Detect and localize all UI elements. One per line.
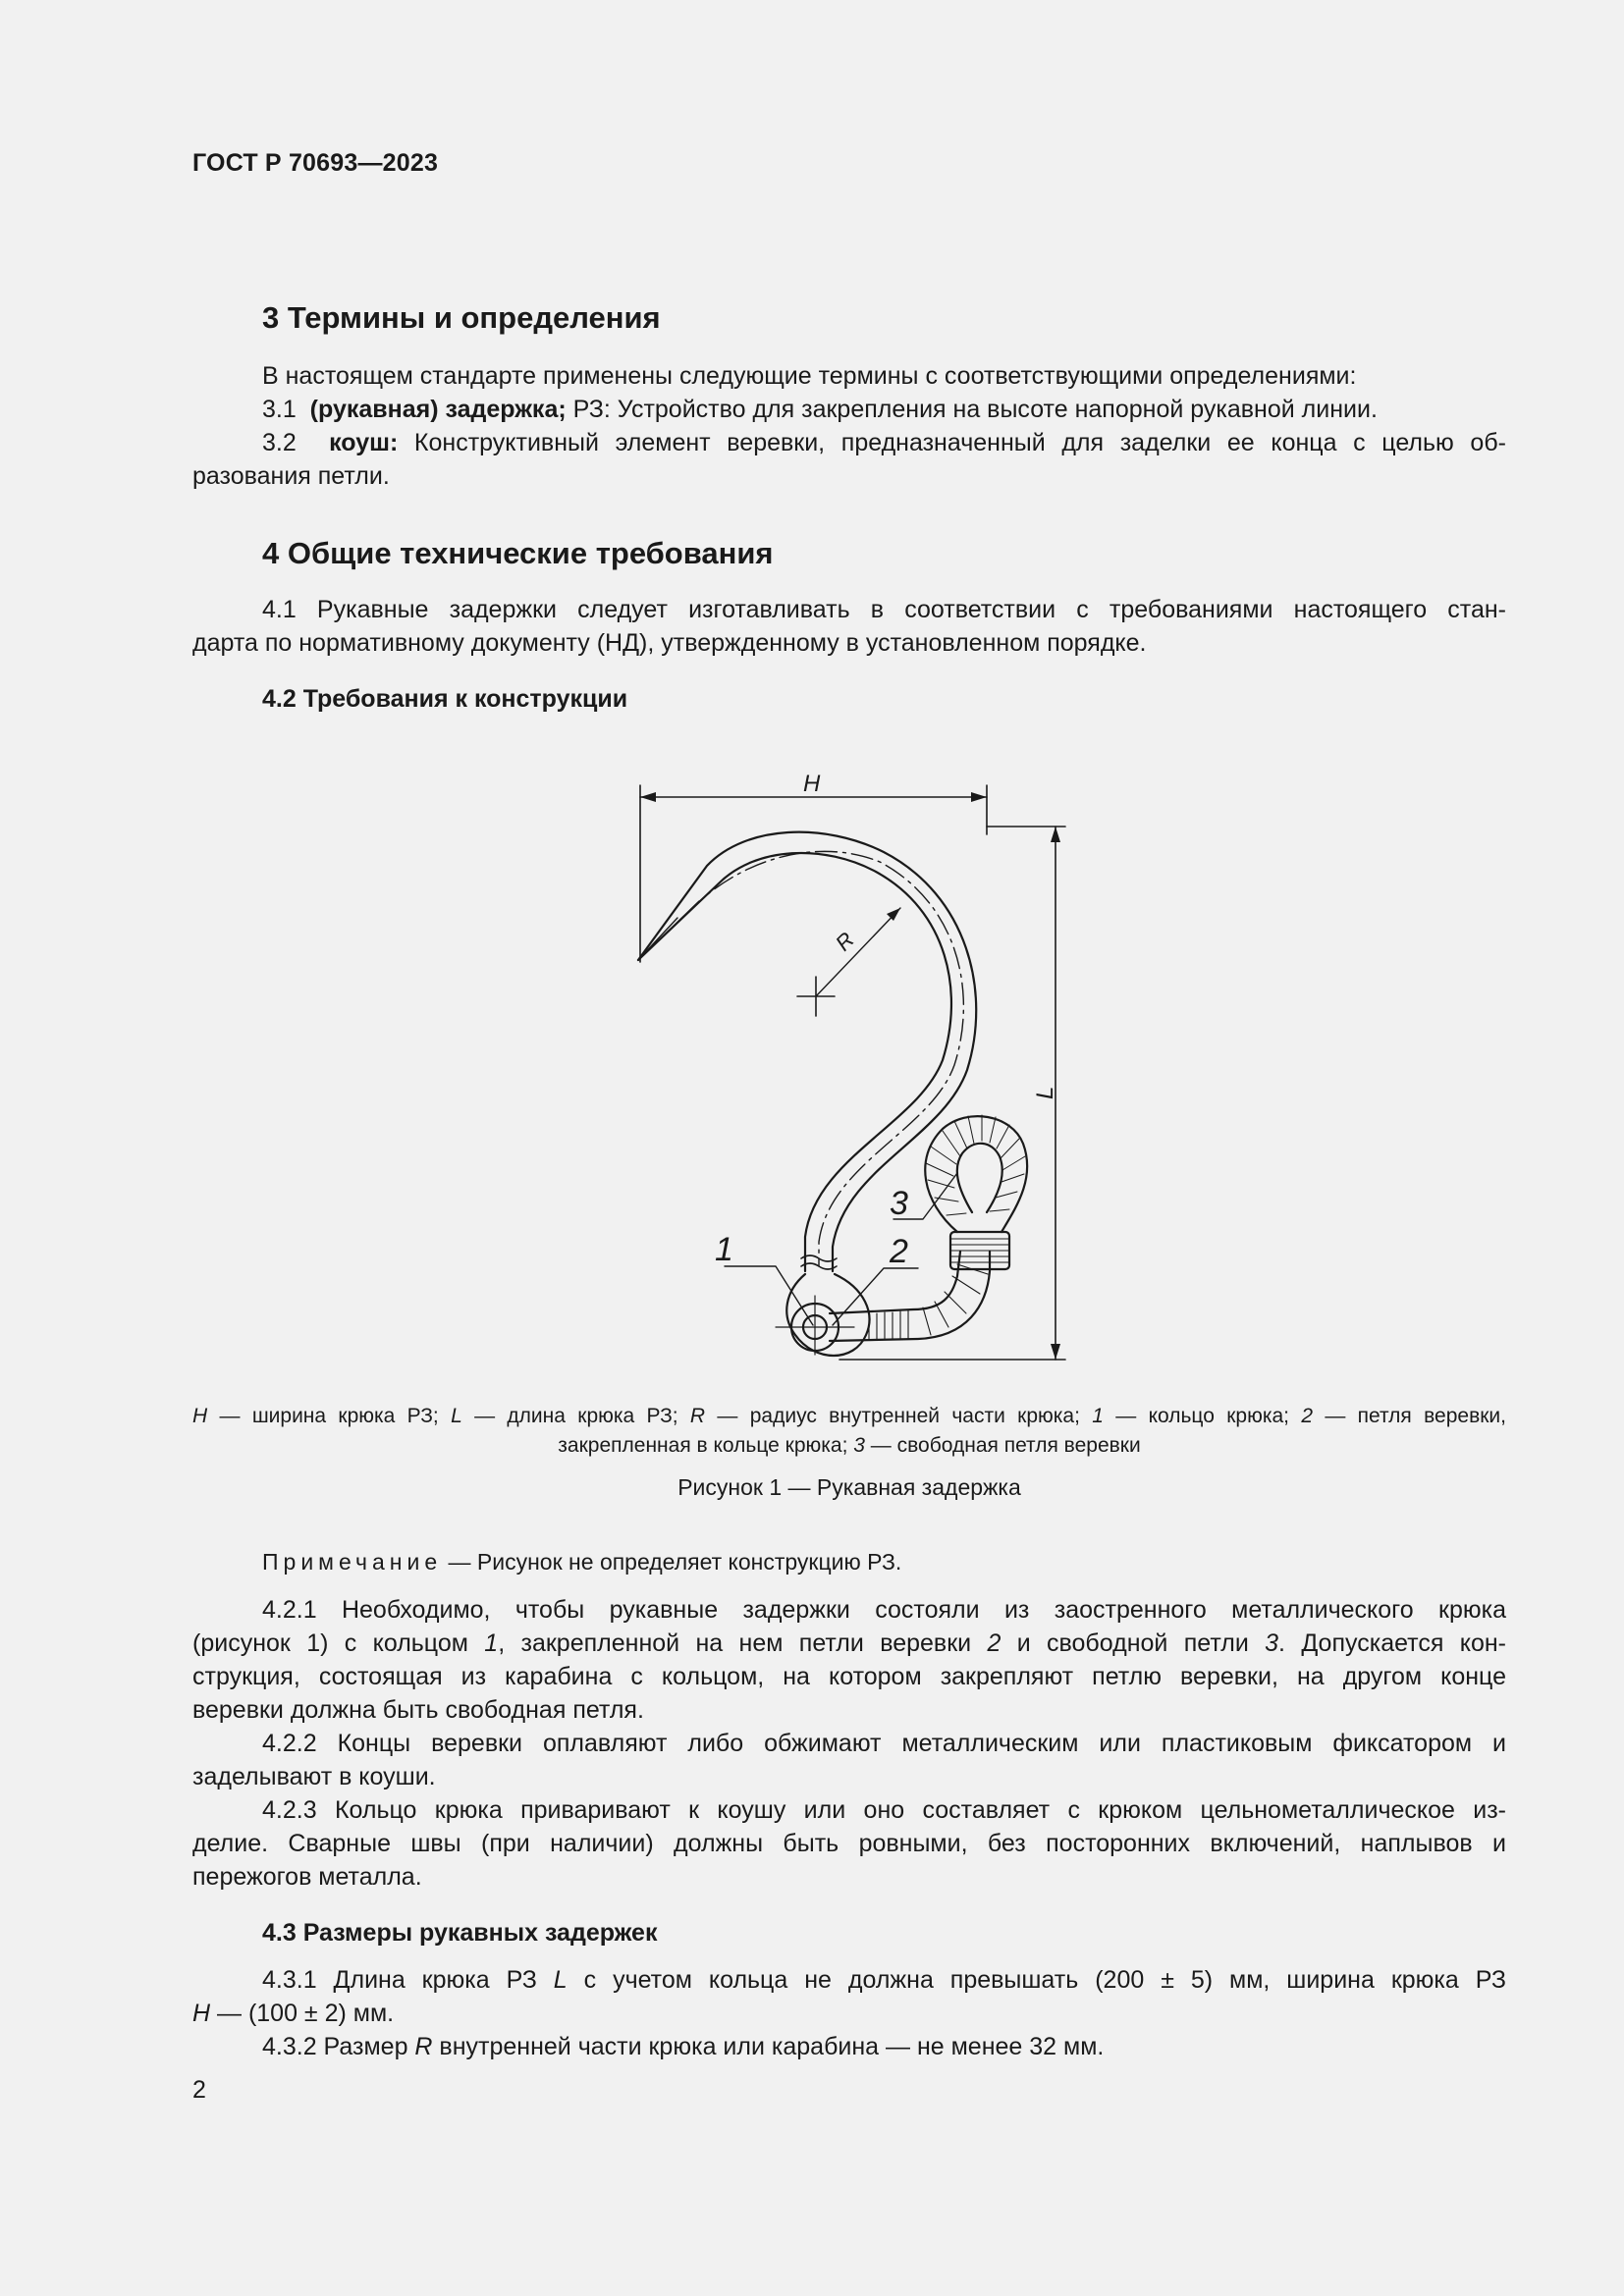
figure-legend-line2: [192, 1431, 1506, 1461]
p421-line3: струкция, состоящая из карабина с кольцом, на котором закрепляют петлю веревки, на другом конце: [192, 1663, 1506, 1690]
p431-l2a: H: [192, 2000, 211, 2027]
legend-3-symbol: 3: [853, 1434, 865, 1457]
legend-1-symbol: 1: [1092, 1405, 1104, 1427]
term-3-1-term: (рукавная) задержка;: [309, 396, 567, 423]
p432-a: 4.3.2 Размер: [262, 2033, 415, 2060]
subsection-4-2-heading: 4.2 Требования к конструкции: [262, 685, 628, 713]
callout-label-1: 1: [715, 1231, 733, 1268]
term-3-2: [192, 426, 1506, 459]
p431-l1b: L: [553, 1966, 568, 1994]
p422-line1: 4.2.2 Концы веревки оплавляют либо обжимают металлическим или пластиковым фиксатором и: [262, 1730, 1506, 1757]
section-3-heading: 3 Термины и определения: [262, 300, 661, 335]
p423-line2: делие. Сварные швы (при наличии) должны быть ровными, без посторонних включений, наплывов и: [192, 1830, 1506, 1857]
p421-l2a: (рисунок 1) с кольцом: [192, 1629, 485, 1657]
note-text: — Рисунок не определяет конструкцию РЗ.: [442, 1549, 902, 1575]
p421-l2d: 2: [987, 1629, 1001, 1657]
term-3-1-number: 3.1: [262, 396, 297, 423]
hook-tip-lines: [638, 901, 699, 960]
leader-line-2: [833, 1268, 918, 1325]
callout-label-2: 2: [890, 1233, 908, 1270]
legend-r-text: — радиус внутренней части крюка;: [705, 1405, 1093, 1427]
free-loop-inner: [957, 1144, 1002, 1212]
note-label: Примечание: [262, 1549, 443, 1575]
p421-l2e: и свободной петли: [1001, 1629, 1266, 1657]
p421-line4: веревки должна быть свободная петля.: [192, 1696, 644, 1724]
legend-2-text: — петля веревки,: [1313, 1405, 1506, 1427]
hook-axis-line: [687, 851, 963, 1266]
p431-line1: [192, 1963, 1506, 1997]
paragraph-4-1: [192, 593, 1506, 660]
term-3-1-definition: РЗ: Устройство для закрепления на высоте напорной рукавной линии.: [566, 396, 1378, 423]
p431-l1c: с учетом кольца не должна превышать (200 ± 5) мм, ширина крюка РЗ: [567, 1966, 1506, 1994]
legend-2-text-cont: закрепленная в кольце крюка;: [558, 1434, 854, 1457]
p422-line2: заделывают в коуши.: [192, 1763, 436, 1790]
term-3-2-definition-line1: Конструктивный элемент веревки, предназначенный для заделки ее конца с целью об-: [398, 429, 1506, 456]
legend-r-symbol: R: [689, 1405, 706, 1427]
term-3-2-definition-line2: разования петли.: [192, 462, 390, 490]
p432-line: [192, 2030, 1506, 2063]
callout-label-3: 3: [890, 1185, 908, 1222]
paragraph-4-1-line1: 4.1 Рукавные задержки следует изготавливать в соответствии с требованиями настоящего стан-: [262, 596, 1506, 623]
free-loop-outer: [925, 1116, 1027, 1232]
p432-b: R: [414, 2033, 433, 2060]
p423-line3: пережогов металла.: [192, 1863, 422, 1891]
p421-line1: 4.2.1 Необходимо, чтобы рукавные задержки состояли из заостренного металлического крюка: [262, 1596, 1506, 1624]
figure-caption: Рисунок 1 — Рукавная задержка: [677, 1474, 1021, 1500]
section-4-heading: 4 Общие технические требования: [262, 536, 774, 570]
subsection-4-3-heading: 4.3 Размеры рукавных задержек: [262, 1919, 658, 1947]
figure-note: [262, 1549, 901, 1575]
legend-h-text: — ширина крюка РЗ;: [207, 1405, 452, 1427]
legend-h-symbol: H: [192, 1405, 208, 1427]
leader-line-1: [725, 1266, 813, 1325]
paragraph-4-1-line2: дарта по нормативному документу (НД), утвержденному в установленном порядке.: [192, 629, 1147, 657]
legend-l-text: — длина крюка РЗ;: [461, 1405, 690, 1427]
p431-l2b: — (100 ± 2) мм.: [210, 2000, 395, 2027]
figure-legend-line1: [192, 1402, 1506, 1431]
legend-l-symbol: L: [451, 1405, 462, 1427]
p421-l2c: , закрепленной на нем петли веревки: [498, 1629, 988, 1657]
radius-r-arrow: [887, 908, 900, 921]
term-3-2-term: коуш:: [329, 429, 399, 456]
paragraphs-4-3: [192, 1963, 1506, 2063]
term-3-2-number: 3.2: [262, 429, 297, 456]
radius-r-line: [816, 908, 900, 996]
p423-line1: 4.2.3 Кольцо крюка приваривают к коушу или оно составляет с крюком цельнометаллическое из-: [262, 1796, 1506, 1824]
legend-3-text: — свободная петля веревки: [864, 1434, 1141, 1457]
p421-l2f: 3: [1265, 1629, 1279, 1657]
term-3-1: [192, 393, 1506, 426]
figure-legend: [192, 1402, 1506, 1461]
legend-2-symbol: 2: [1301, 1405, 1313, 1427]
p431-line2: [192, 1997, 1506, 2030]
rope-hatching: [869, 1264, 988, 1339]
section-3-body: [192, 359, 1506, 493]
page-number: 2: [192, 2076, 206, 2104]
p421-l2g: . Допускается кон-: [1278, 1629, 1506, 1657]
section-3-intro: В настоящем стандарте применены следующие термины с соответствующими определениями:: [262, 362, 1357, 390]
radius-r-label: R: [830, 927, 859, 956]
paragraphs-4-2: [192, 1593, 1506, 1894]
p431-l1a: 4.3.1 Длина крюка РЗ: [262, 1966, 554, 1994]
dimension-h-label: H: [803, 771, 821, 797]
document-code-header: ГОСТ Р 70693—2023: [192, 149, 439, 177]
dimension-l-label: L: [1032, 1086, 1058, 1099]
p421-l2b: 1: [484, 1629, 499, 1657]
legend-1-text: — кольцо крюка;: [1103, 1405, 1302, 1427]
p432-c: внутренней части крюка или карабина — не менее 32 мм.: [432, 2033, 1105, 2060]
figure-hook-drawing: [589, 766, 1100, 1374]
p421-line2: [192, 1627, 1506, 1660]
